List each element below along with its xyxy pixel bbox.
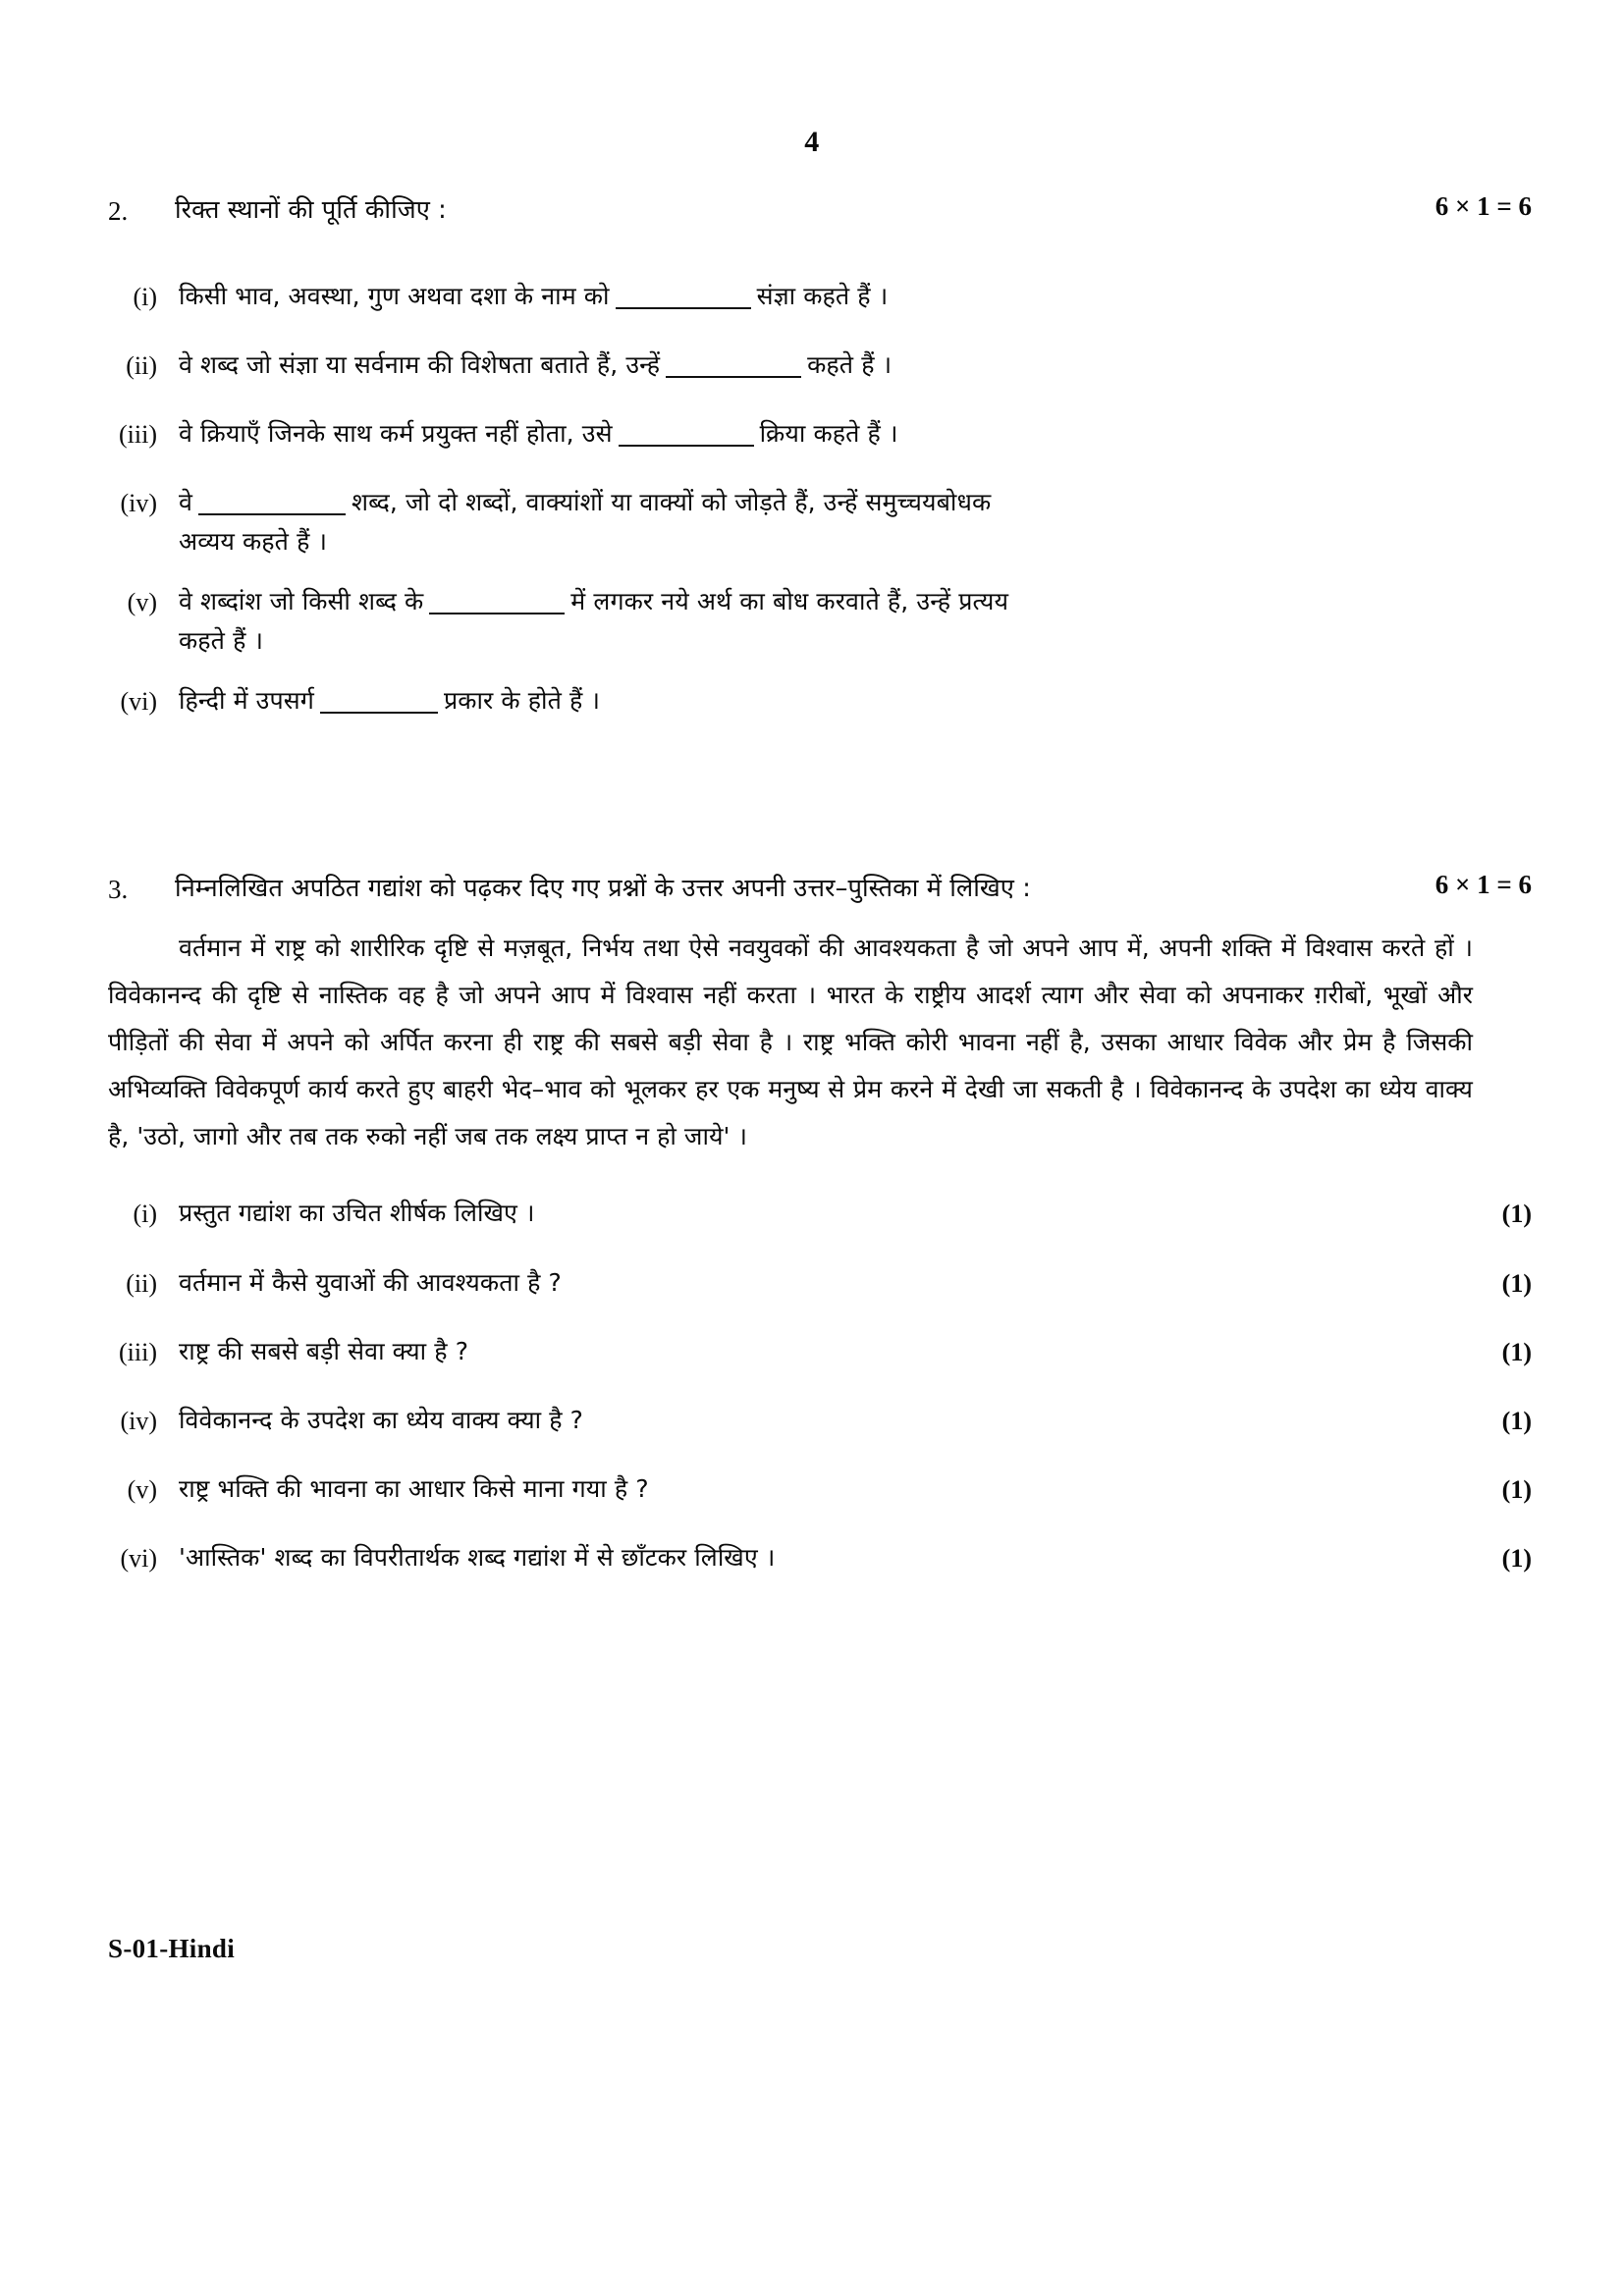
fill-blank[interactable] (616, 282, 751, 309)
subitem-marks: (1) (1501, 1200, 1532, 1229)
question-3-subitems (108, 1194, 1532, 1579)
subitem-text-before: वे शब्दांश जो किसी शब्द के (179, 586, 424, 615)
subitem-text-after: कहते हैं । (807, 349, 893, 379)
subitem-roman: (iii) (119, 419, 157, 449)
subitem-text (179, 681, 1532, 721)
subitem-roman: (v) (127, 1474, 157, 1504)
subitem-text (179, 414, 1532, 454)
subitem-roman: (ii) (126, 1268, 157, 1298)
question-2-header (108, 191, 1532, 232)
subitem-text: विवेकानन्द के उपदेश का ध्येय वाक्य क्या है ? (179, 1405, 583, 1434)
subitem-marks: (1) (1501, 1268, 1532, 1298)
subitem-text: राष्ट्र भक्ति की भावना का आधार किसे माना गया है ? (179, 1473, 649, 1503)
footer-paper-code: S-01-Hindi (108, 1934, 236, 1963)
question-2-block (108, 191, 1532, 722)
list-item (108, 346, 1532, 387)
subitem-roman: (i) (133, 282, 157, 311)
subitem-text (179, 483, 1532, 562)
subitem-text-continuation: अव्यय कहते हैं । (179, 527, 328, 557)
question-2-marks: 6 × 1 = 6 (1435, 191, 1532, 221)
subitem-marks: (1) (1501, 1337, 1532, 1366)
list-item (108, 277, 1532, 318)
list-item (108, 582, 1532, 662)
fill-blank[interactable] (198, 488, 346, 515)
subitem-text: राष्ट्र की सबसे बड़ी सेवा क्या है ? (179, 1336, 469, 1365)
subitem-text-after: शब्द, जो दो शब्दों, वाक्यांशों या वाक्यों को जोड़ते हैं, उन्हें समुच्चयबोधक (352, 487, 992, 516)
subitem-text-after: में लगकर नये अर्थ का बोध करवाते हैं, उन्हें प्रत्यय (570, 586, 1009, 615)
subitem-marks: (1) (1501, 1406, 1532, 1435)
subitem-text-before: वे (179, 487, 193, 516)
question-3-header (108, 870, 1532, 910)
list-item (108, 1469, 1532, 1511)
list-item (108, 1194, 1532, 1235)
list-item (108, 1263, 1532, 1305)
fill-blank[interactable] (666, 350, 801, 378)
subitem-text (179, 346, 1532, 386)
subitem-text-before: वे शब्द जो संज्ञा या सर्वनाम की विशेषता बताते हैं, उन्हें (179, 349, 661, 379)
question-2-number: 2. (108, 196, 129, 226)
subitem-text-after: क्रिया कहते हैं । (759, 418, 898, 448)
subitem-marks: (1) (1501, 1543, 1532, 1573)
subitem-text (179, 582, 1532, 662)
subitem-text-continuation: कहते हैं । (179, 626, 264, 656)
subitem-text: वर्तमान में कैसे युवाओं की आवश्यकता है ? (179, 1267, 562, 1297)
subitem-roman: (ii) (126, 350, 157, 380)
list-item (108, 681, 1532, 722)
fill-blank[interactable] (429, 587, 565, 614)
question-3-stem: निम्नलिखित अपठित गद्यांश को पढ़कर दिए गए प्रश्नों के उत्तर अपनी उत्तर–पुस्तिका में लिखिए : (175, 873, 1031, 903)
subitem-marks: (1) (1501, 1474, 1532, 1504)
subitem-text-before: किसी भाव, अवस्था, गुण अथवा दशा के नाम को (179, 281, 610, 310)
subitem-text-before: वे क्रियाएँ जिनके साथ कर्म प्रयुक्त नहीं होता, उसे (179, 418, 613, 448)
fill-blank[interactable] (320, 686, 438, 714)
question-3-number: 3. (108, 874, 129, 904)
subitem-roman: (iv) (120, 488, 157, 517)
reading-passage: वर्तमान में राष्ट्र को शारीरिक दृष्टि से मज़बूत, निर्भय तथा ऐसे नवयुवकों की आवश्यकता है जो अपने आप में, अपनी शक्ति में विश्वास करते हों । विवेकानन्द की दृष्टि से नास्तिक वह है जो अपने आप में विश्वास नहीं करता । भारत के राष्ट्रीय आदर्श त्याग और सेवा को अपनाकर ग़रीबों, भूखों और पीड़ितों की सेवा में अपने को अर्पित करना ही राष्ट्र की सबसे बड़ी सेवा है । राष्ट्र भक्ति कोरी भावना नहीं है, उसका आधार विवेक और प्रेम है जिसकी अभिव्यक्ति विवेकपूर्ण कार्य करते हुए बाहरी भेद–भाव को भूलकर हर एक मनुष्य से प्रेम करने में देखी जा सकती है । विवेकानन्द के उपदेश का ध्येय वाक्य है, 'उठो, जागो और तब तक रुको नहीं जब तक लक्ष्य प्राप्त न हो जाये' । (108, 934, 1473, 1151)
subitem-text: प्रस्तुत गद्यांश का उचित शीर्षक लिखिए । (179, 1199, 535, 1228)
list-item (108, 414, 1532, 455)
list-item (108, 1332, 1532, 1373)
page-content (108, 191, 1532, 1579)
subitem-roman: (iv) (120, 1406, 157, 1435)
list-item (108, 483, 1532, 562)
question-3-block (108, 870, 1532, 1579)
question-3-marks: 6 × 1 = 6 (1435, 869, 1532, 899)
page-number: 4 (804, 126, 820, 158)
subitem-text-before: हिन्दी में उपसर्ग (179, 685, 314, 715)
subitem-text-after: प्रकार के होते हैं । (443, 685, 601, 715)
subitem-text (179, 277, 1532, 317)
subitem-roman: (iii) (119, 1337, 157, 1366)
list-item (108, 1538, 1532, 1579)
question-2-stem: रिक्त स्थानों की पूर्ति कीजिए : (175, 195, 447, 225)
fill-blank[interactable] (619, 419, 754, 447)
question-2-subitems (108, 277, 1532, 722)
subitem-roman: (v) (127, 587, 157, 616)
list-item (108, 1401, 1532, 1442)
subitem-text: 'आस्तिक' शब्द का विपरीतार्थक शब्द गद्यांश में से छाँटकर लिखिए । (179, 1542, 776, 1572)
subitem-roman: (vi) (120, 1543, 157, 1573)
subitem-roman: (vi) (120, 686, 157, 716)
subitem-roman: (i) (133, 1200, 157, 1229)
subitem-text-after: संज्ञा कहते हैं । (756, 281, 889, 310)
